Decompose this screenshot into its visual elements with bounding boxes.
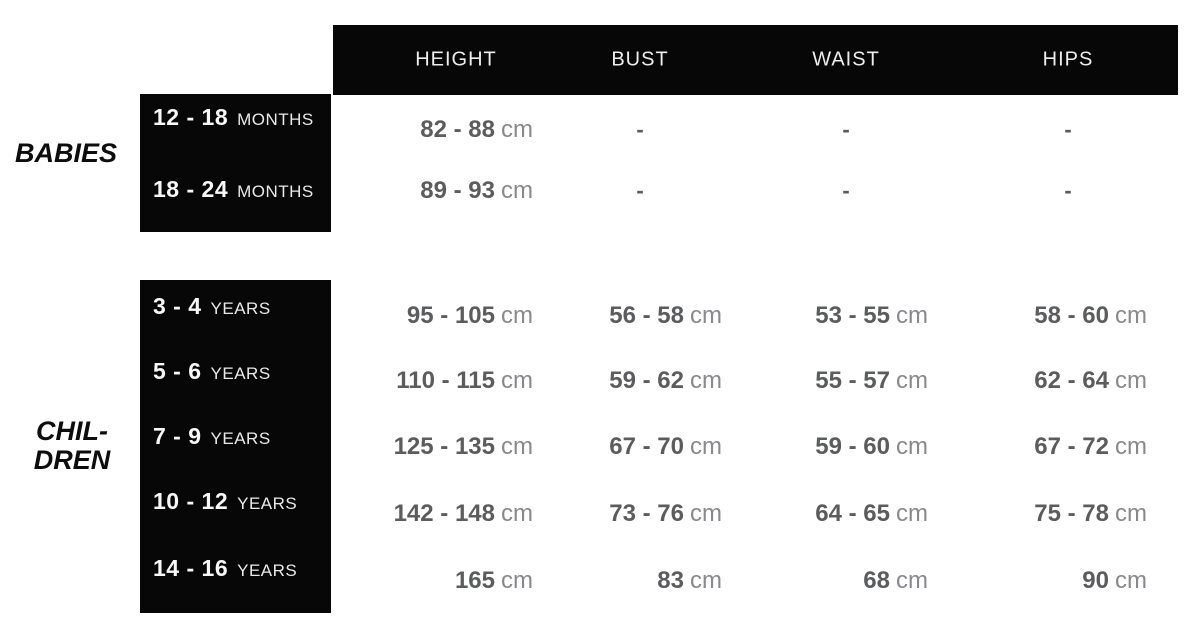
cell-unit: cm: [690, 302, 722, 329]
cell-children4-hips: [927, 497, 1147, 531]
children-age-row-3-4: [153, 293, 271, 319]
cell-children2-height: [313, 364, 533, 398]
cell-value: 55 - 57: [815, 367, 890, 394]
children-age-box: [140, 280, 331, 613]
cell-value: 165: [454, 567, 495, 594]
age-unit-label: MONTHS: [237, 182, 314, 201]
cell-unit: cm: [896, 367, 928, 394]
cell-children1-bust: [502, 299, 722, 333]
cell-children1-waist: [708, 299, 928, 333]
cell-unit: cm: [501, 500, 533, 527]
age-range: 5 - 6: [153, 358, 202, 384]
cell-babies1-bust-empty: -: [636, 117, 644, 142]
cell-babies2-bust-empty: -: [636, 178, 644, 203]
cell-unit: cm: [501, 567, 533, 594]
cell-value: 83: [657, 567, 684, 594]
age-unit-label: YEARS: [210, 299, 271, 318]
cell-children2-bust: [502, 364, 722, 398]
cell-babies1-height: [313, 113, 533, 147]
age-unit-label: MONTHS: [237, 110, 314, 129]
cell-children1-hips: [927, 299, 1147, 333]
cell-children4-bust: [502, 497, 722, 531]
cell-value: 125 - 135: [393, 433, 495, 460]
cell-value: 58 - 60: [1034, 302, 1109, 329]
age-unit-label: YEARS: [210, 364, 271, 383]
cell-unit: cm: [501, 177, 533, 204]
cell-unit: cm: [896, 302, 928, 329]
cell-value: 75 - 78: [1034, 500, 1109, 527]
cell-value: 90: [1082, 567, 1109, 594]
children-age-row-10-12: [153, 488, 297, 514]
measurement-header-bar: [333, 25, 1178, 95]
age-range: 12 - 18: [153, 104, 229, 130]
cell-unit: cm: [690, 433, 722, 460]
cell-children5-height: [313, 564, 533, 598]
cell-children4-waist: [708, 497, 928, 531]
cell-children4-height: [313, 497, 533, 531]
column-header-bust: BUST: [611, 48, 669, 71]
babies-age-box: [140, 94, 331, 232]
cell-babies1-hips-empty: -: [1064, 117, 1072, 142]
cell-value: 56 - 58: [609, 302, 684, 329]
children-title-line1: CHIL-: [36, 416, 108, 446]
age-range: 3 - 4: [153, 293, 202, 319]
column-header-waist: WAIST: [812, 48, 880, 71]
cell-value: 73 - 76: [609, 500, 684, 527]
cell-unit: cm: [690, 567, 722, 594]
cell-children5-hips: [927, 564, 1147, 598]
column-header-height: HEIGHT: [415, 48, 497, 71]
cell-babies2-height: [313, 174, 533, 208]
cell-unit: cm: [896, 567, 928, 594]
cell-value: 142 - 148: [393, 500, 495, 527]
age-range: 10 - 12: [153, 488, 229, 514]
cell-children5-waist: [708, 564, 928, 598]
age-unit-label: YEARS: [237, 561, 298, 580]
cell-children5-bust: [502, 564, 722, 598]
cell-unit: cm: [501, 367, 533, 394]
cell-unit: cm: [690, 500, 722, 527]
cell-unit: cm: [896, 433, 928, 460]
cell-value: 59 - 60: [815, 433, 890, 460]
column-header-hips: HIPS: [1042, 48, 1094, 71]
cell-unit: cm: [690, 367, 722, 394]
cell-value: 67 - 72: [1034, 433, 1109, 460]
cell-value: 82 - 88: [420, 116, 495, 143]
cell-value: 53 - 55: [815, 302, 890, 329]
children-title-line2: DREN: [33, 445, 111, 475]
cell-babies2-hips-empty: -: [1064, 178, 1072, 203]
age-range: 14 - 16: [153, 555, 229, 581]
cell-children2-waist: [708, 364, 928, 398]
age-range: 7 - 9: [153, 423, 202, 449]
children-age-row-7-9: [153, 423, 271, 449]
cell-value: 62 - 64: [1034, 367, 1109, 394]
children-age-row-14-16: [153, 555, 297, 581]
cell-unit: cm: [1115, 302, 1147, 329]
cell-babies2-waist-empty: -: [842, 178, 850, 203]
cell-value: 95 - 105: [406, 302, 495, 329]
babies-age-row-18-24: [153, 176, 314, 202]
cell-value: 67 - 70: [609, 433, 684, 460]
babies-age-row-12-18: [153, 104, 314, 130]
babies-group-title: BABIES: [15, 138, 118, 168]
age-unit-label: YEARS: [237, 494, 298, 513]
children-age-row-5-6: [153, 358, 271, 384]
age-unit-label: YEARS: [210, 429, 271, 448]
cell-unit: cm: [1115, 433, 1147, 460]
cell-unit: cm: [501, 116, 533, 143]
cell-unit: cm: [1115, 567, 1147, 594]
cell-unit: cm: [1115, 500, 1147, 527]
cell-value: 110 - 115: [396, 367, 495, 394]
cell-babies1-waist-empty: -: [842, 117, 850, 142]
cell-unit: cm: [1115, 367, 1147, 394]
cell-value: 68: [863, 567, 890, 594]
cell-unit: cm: [896, 500, 928, 527]
cell-children3-height: [313, 430, 533, 464]
cell-children3-hips: [927, 430, 1147, 464]
age-range: 18 - 24: [153, 176, 229, 202]
cell-value: 59 - 62: [609, 367, 684, 394]
cell-children3-bust: [502, 430, 722, 464]
cell-children1-height: [313, 299, 533, 333]
cell-children2-hips: [927, 364, 1147, 398]
cell-value: 89 - 93: [420, 177, 495, 204]
cell-unit: cm: [501, 433, 533, 460]
children-group-title: [28, 417, 116, 475]
cell-value: 64 - 65: [815, 500, 890, 527]
cell-children3-waist: [708, 430, 928, 464]
cell-unit: cm: [501, 302, 533, 329]
